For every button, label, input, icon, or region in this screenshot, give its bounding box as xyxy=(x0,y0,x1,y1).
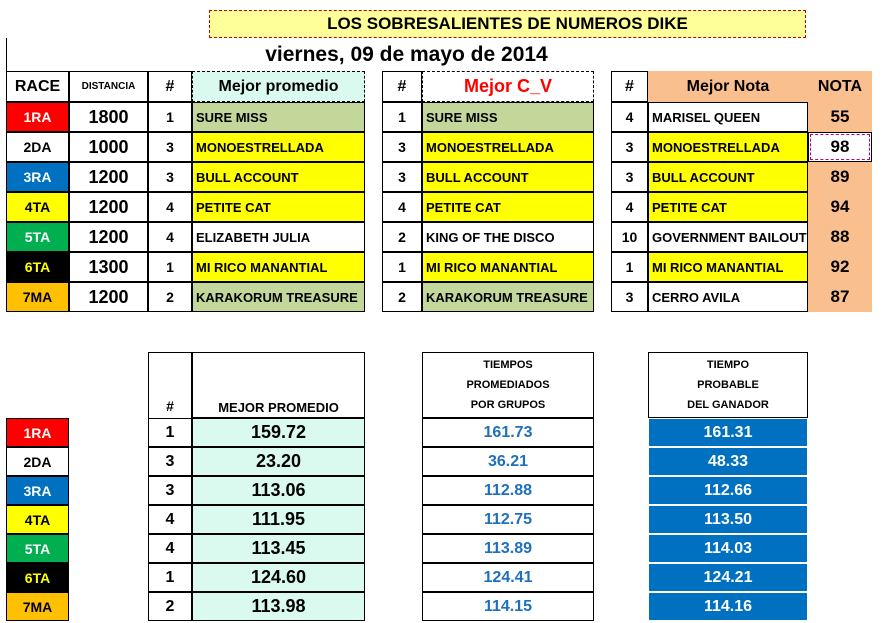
bottom-header-mejor-promedio: MEJOR PROMEDIO xyxy=(218,399,339,415)
horse-number: 1 xyxy=(148,563,192,592)
horse-name-nota: MARISEL QUEEN xyxy=(648,102,808,132)
horse-name-cv: KARAKORUM TREASURE xyxy=(422,282,594,312)
horse-number: 3 xyxy=(611,132,648,162)
horse-name-promedio: MI RICO MANANTIAL xyxy=(192,252,365,282)
horse-name-cv: MONOESTRELLADA xyxy=(422,132,594,162)
horse-name-promedio: MONOESTRELLADA xyxy=(192,132,365,162)
race-badge: 2DA xyxy=(6,447,69,476)
tiempo-probable-value: 124.21 xyxy=(648,563,808,592)
horse-number: 1 xyxy=(611,252,648,282)
header-num-2: # xyxy=(382,71,422,102)
header-race: RACE xyxy=(6,71,69,102)
horse-number: 2 xyxy=(382,222,422,252)
nota-value: 55 xyxy=(808,102,872,132)
horse-name-nota: MI RICO MANANTIAL xyxy=(648,252,808,282)
horse-number: 3 xyxy=(382,132,422,162)
tiempos-line-3: POR GRUPOS xyxy=(470,399,546,411)
race-badge: 7MA xyxy=(6,592,69,621)
tiempo-grupos-value: 112.88 xyxy=(422,476,594,505)
header-num-3: # xyxy=(611,71,648,102)
race-badge: 6TA xyxy=(6,252,69,282)
tiempo-probable-value: 113.50 xyxy=(648,505,808,534)
mejor-promedio-value: 113.06 xyxy=(192,476,365,505)
horse-number: 4 xyxy=(382,192,422,222)
distance-value: 1200 xyxy=(69,222,148,252)
race-badge: 3RA xyxy=(6,476,69,505)
horse-name-nota: GOVERNMENT BAILOUT xyxy=(648,222,808,252)
race-badge: 1RA xyxy=(6,418,69,447)
horse-name-nota: BULL ACCOUNT xyxy=(648,162,808,192)
probable-line-1: TIEMPO xyxy=(706,359,750,371)
tiempo-probable-value: 112.66 xyxy=(648,476,808,505)
horse-number: 3 xyxy=(148,162,192,192)
race-badge: 7MA xyxy=(6,282,69,312)
race-badge: 4TA xyxy=(6,505,69,534)
tiempo-grupos-value: 161.73 xyxy=(422,418,594,447)
bottom-header-probable xyxy=(648,352,808,418)
nota-value: 87 xyxy=(808,282,872,312)
nota-value: 94 xyxy=(808,192,872,222)
distance-value: 1200 xyxy=(69,162,148,192)
tiempo-probable-value: 114.03 xyxy=(648,534,808,563)
horse-name-promedio: KARAKORUM TREASURE xyxy=(192,282,365,312)
horse-number: 3 xyxy=(148,132,192,162)
date-heading: viernes, 09 de mayo de 2014 xyxy=(6,38,806,71)
horse-name-promedio: BULL ACCOUNT xyxy=(192,162,365,192)
mejor-promedio-value: 124.60 xyxy=(192,563,365,592)
tiempo-grupos-value: 124.41 xyxy=(422,563,594,592)
tiempo-grupos-value: 112.75 xyxy=(422,505,594,534)
horse-name-cv: MI RICO MANANTIAL xyxy=(422,252,594,282)
horse-number: 3 xyxy=(611,282,648,312)
horse-number: 4 xyxy=(148,222,192,252)
tiempos-line-1: TIEMPOS xyxy=(483,359,533,371)
horse-number: 1 xyxy=(148,252,192,282)
horse-name-cv: KING OF THE DISCO xyxy=(422,222,594,252)
horse-number: 3 xyxy=(382,162,422,192)
tiempo-grupos-value: 113.89 xyxy=(422,534,594,563)
distance-value: 1800 xyxy=(69,102,148,132)
distance-value: 1200 xyxy=(69,282,148,312)
horse-number: 3 xyxy=(611,162,648,192)
mejor-promedio-value: 113.45 xyxy=(192,534,365,563)
nota-value: 92 xyxy=(808,252,872,282)
header-mejor-nota: Mejor Nota xyxy=(648,71,808,102)
page-title: LOS SOBRESALIENTES DE NUMEROS DIKE xyxy=(209,10,806,38)
horse-number: 4 xyxy=(148,505,192,534)
horse-number: 2 xyxy=(148,282,192,312)
nota-value: 98 xyxy=(808,132,872,162)
header-num-1: # xyxy=(148,71,192,102)
race-badge: 6TA xyxy=(6,563,69,592)
header-nota: NOTA xyxy=(808,71,872,102)
mejor-promedio-value: 113.98 xyxy=(192,592,365,621)
mejor-promedio-value: 23.20 xyxy=(192,447,365,476)
horse-number: 10 xyxy=(611,222,648,252)
horse-name-nota: CERRO AVILA xyxy=(648,282,808,312)
mejor-promedio-value: 111.95 xyxy=(192,505,365,534)
race-badge: 5TA xyxy=(6,534,69,563)
distance-value: 1000 xyxy=(69,132,148,162)
header-mejor-cv: Mejor C_V xyxy=(422,71,594,102)
tiempo-probable-value: 161.31 xyxy=(648,418,808,447)
distance-value: 1300 xyxy=(69,252,148,282)
horse-number: 3 xyxy=(148,447,192,476)
distance-value: 1200 xyxy=(69,192,148,222)
bottom-header-num: # xyxy=(166,398,174,414)
horse-name-promedio: PETITE CAT xyxy=(192,192,365,222)
tiempo-probable-value: 48.33 xyxy=(648,447,808,476)
horse-number: 4 xyxy=(148,534,192,563)
horse-name-cv: PETITE CAT xyxy=(422,192,594,222)
horse-name-cv: SURE MISS xyxy=(422,102,594,132)
race-badge: 5TA xyxy=(6,222,69,252)
horse-number: 2 xyxy=(382,282,422,312)
tiempos-line-2: PROMEDIADOS xyxy=(466,379,550,391)
mejor-promedio-value: 159.72 xyxy=(192,418,365,447)
horse-number: 4 xyxy=(148,192,192,222)
nota-value: 88 xyxy=(808,222,872,252)
tiempo-grupos-value: 36.21 xyxy=(422,447,594,476)
header-distancia: DISTANCIA xyxy=(69,71,148,102)
horse-number: 1 xyxy=(148,418,192,447)
tiempo-probable-value: 114.16 xyxy=(648,592,808,621)
horse-number: 4 xyxy=(611,192,648,222)
horse-name-promedio: ELIZABETH JULIA xyxy=(192,222,365,252)
horse-number: 2 xyxy=(148,592,192,621)
horse-name-cv: BULL ACCOUNT xyxy=(422,162,594,192)
horse-number: 1 xyxy=(382,102,422,132)
horse-name-nota: PETITE CAT xyxy=(648,192,808,222)
nota-value: 89 xyxy=(808,162,872,192)
race-badge: 1RA xyxy=(6,102,69,132)
horse-name-nota: MONOESTRELLADA xyxy=(648,132,808,162)
horse-number: 4 xyxy=(611,102,648,132)
probable-line-2: PROBABLE xyxy=(697,379,759,391)
horse-name-promedio: SURE MISS xyxy=(192,102,365,132)
bottom-header-tiempos xyxy=(422,352,594,418)
race-badge: 4TA xyxy=(6,192,69,222)
race-badge: 2DA xyxy=(6,132,69,162)
horse-number: 3 xyxy=(148,476,192,505)
header-mejor-promedio: Mejor promedio xyxy=(192,71,365,102)
horse-number: 1 xyxy=(148,102,192,132)
race-badge: 3RA xyxy=(6,162,69,192)
probable-line-3: DEL GANADOR xyxy=(687,399,769,411)
horse-number: 1 xyxy=(382,252,422,282)
tiempo-grupos-value: 114.15 xyxy=(422,592,594,621)
